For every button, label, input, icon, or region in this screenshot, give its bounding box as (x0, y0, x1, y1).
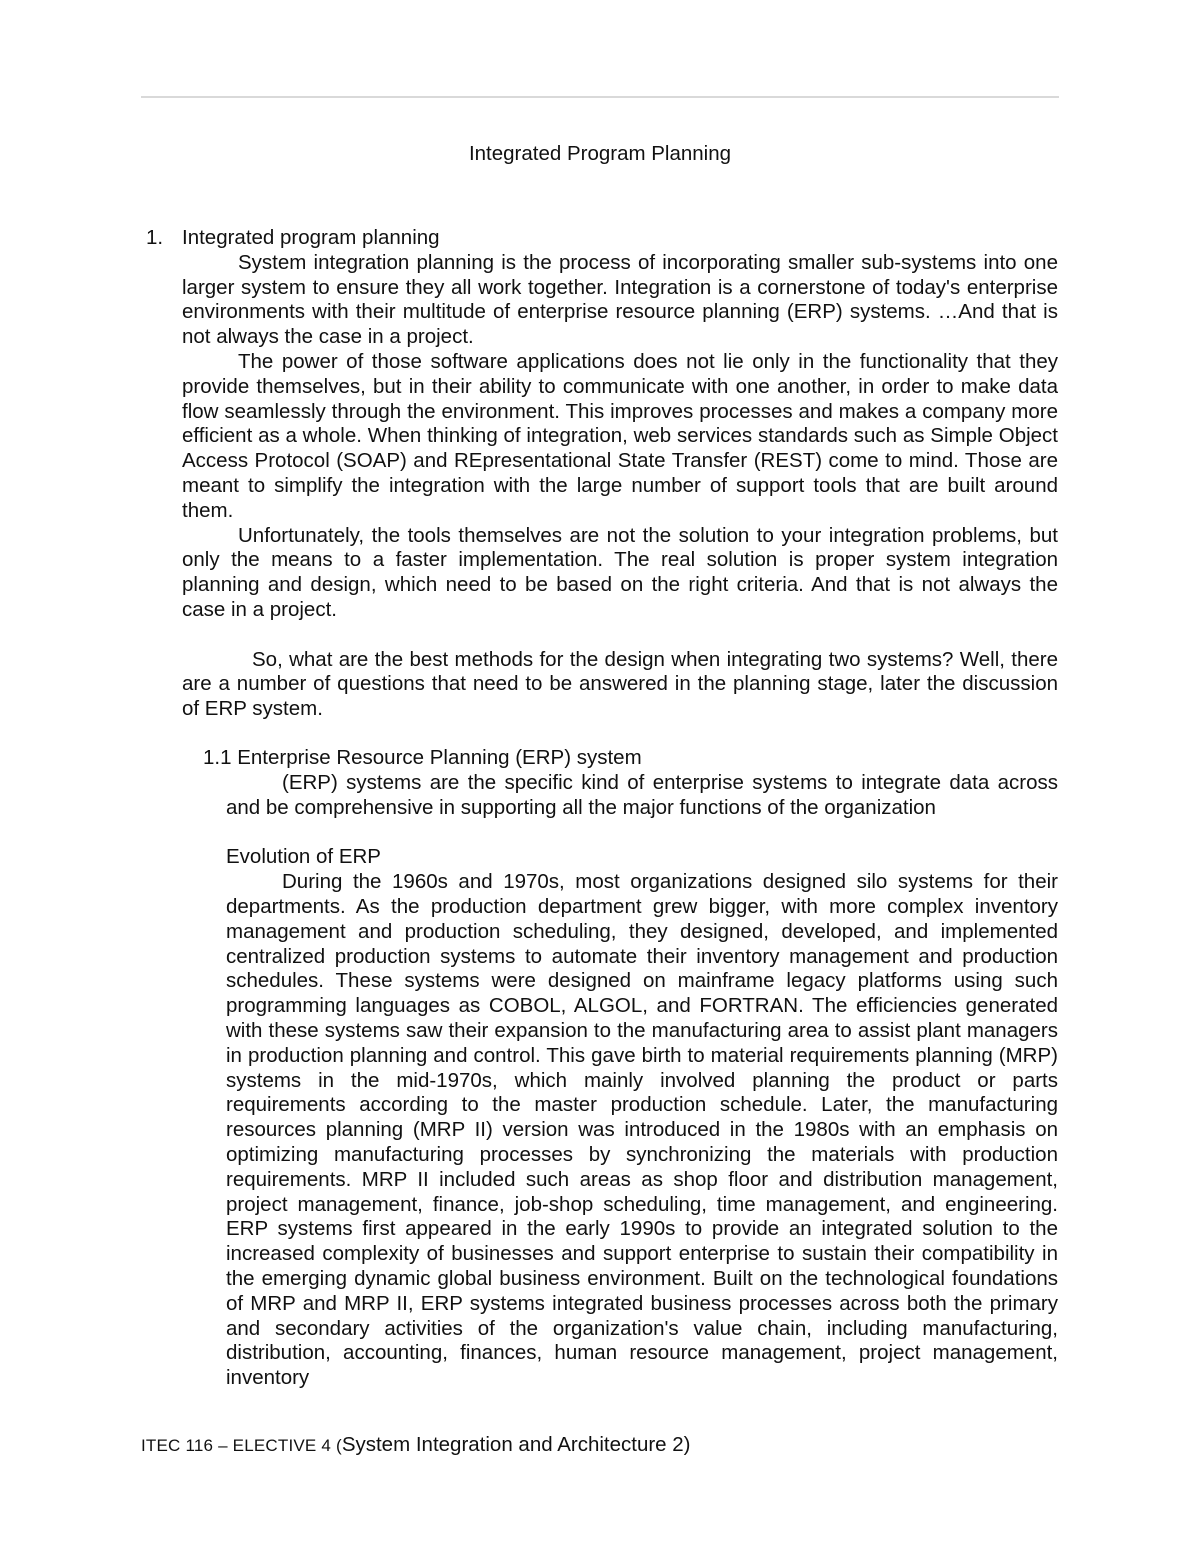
page-title: Integrated Program Planning (468, 142, 732, 165)
header-rule (141, 96, 1059, 98)
paragraph-3: Unfortunately, the tools themselves are not the solution to your integration problems, but only the means to a faster implementation. The real solution is proper system integration planning and design, which need to be based on the right criteria. And that is not always the case in a project. (182, 523, 1058, 621)
evolution-text: During the 1960s and 1970s, most organizations designed silo systems for their departments. As the production department grew bigger, with more complex inventory management and production scheduling, they designed, developed, and implemented centralized production systems to automate their inventory management and production schedules. These systems were designed on mainframe legacy platforms using such programming languages as COBOL, ALGOL, and FORTRAN. The efficiencies generated with these systems saw their expansion to the manufacturing area to assist plant managers in production planning and control. This gave birth to material requirements planning (MRP) systems in the mid-1970s, which mainly involved planning the product or parts requirements according to the master production schedule. Later, the manufacturing resources planning (MRP II) version was introduced in the 1980s with an emphasis on optimizing manufacturing processes by synchronizing the materials with production requirements. MRP II included such areas as shop floor and distribution management, project management, finance, job-shop scheduling, time management, and engineering. ERP systems first appeared in the early 1990s to provide an integrated solution to the increased complexity of businesses and support enterprise to sustain their compatibility in the emerging dynamic global business environment. Built on the technological foundations of MRP and MRP II, ERP systems integrated business processes across both the primary and secondary activities of the organization's value chain, including manufacturing, distribution, accounting, finances, human resource management, project management, inventory (226, 870, 1058, 1390)
subsection-heading: 1.1 Enterprise Resource Planning (ERP) system (203, 746, 642, 769)
evolution-heading: Evolution of ERP (226, 845, 381, 869)
subsection-body (226, 771, 1058, 1391)
paragraph-1: System integration planning is the process of incorporating smaller sub-systems into one larger system to ensure they all work together. Integration is a cornerstone of today's enterprise environments with their multitude of enterprise resource planning (ERP) systems. …And that is not always the case in a project. (182, 250, 1058, 349)
paragraph-4: So, what are the best methods for the design when integrating two systems? Well, there are a number of questions that need to be answered in the planning stage, later the discussion of ERP system. (182, 647, 1058, 721)
footer-course-name: System Integration and Architecture 2) (341, 1433, 691, 1456)
section-1-body (182, 226, 1058, 722)
section-heading: Integrated program planning (182, 226, 440, 249)
footer-course-code: ITEC 116 – ELECTIVE 4 ( (141, 1436, 342, 1455)
page-footer (141, 1432, 691, 1459)
erp-definition: (ERP) systems are the specific kind of enterprise systems to integrate data across and be comprehensive in supporting all the major functions of the organization (226, 771, 1058, 819)
section-number: 1. (146, 226, 164, 249)
paragraph-2: The power of those software applications does not lie only in the functionality that they provide themselves, but in their ability to communicate with one another, in order to make data flow seamlessly through the environment. This improves processes and makes a company more efficient as a whole. When thinking of integration, web services standards such as Simple Object Access Protocol (SOAP) and REpresentational State Transfer (REST) come to mind. Those are meant to simplify the integration with the large number of support tools that are built around them. (182, 349, 1058, 522)
